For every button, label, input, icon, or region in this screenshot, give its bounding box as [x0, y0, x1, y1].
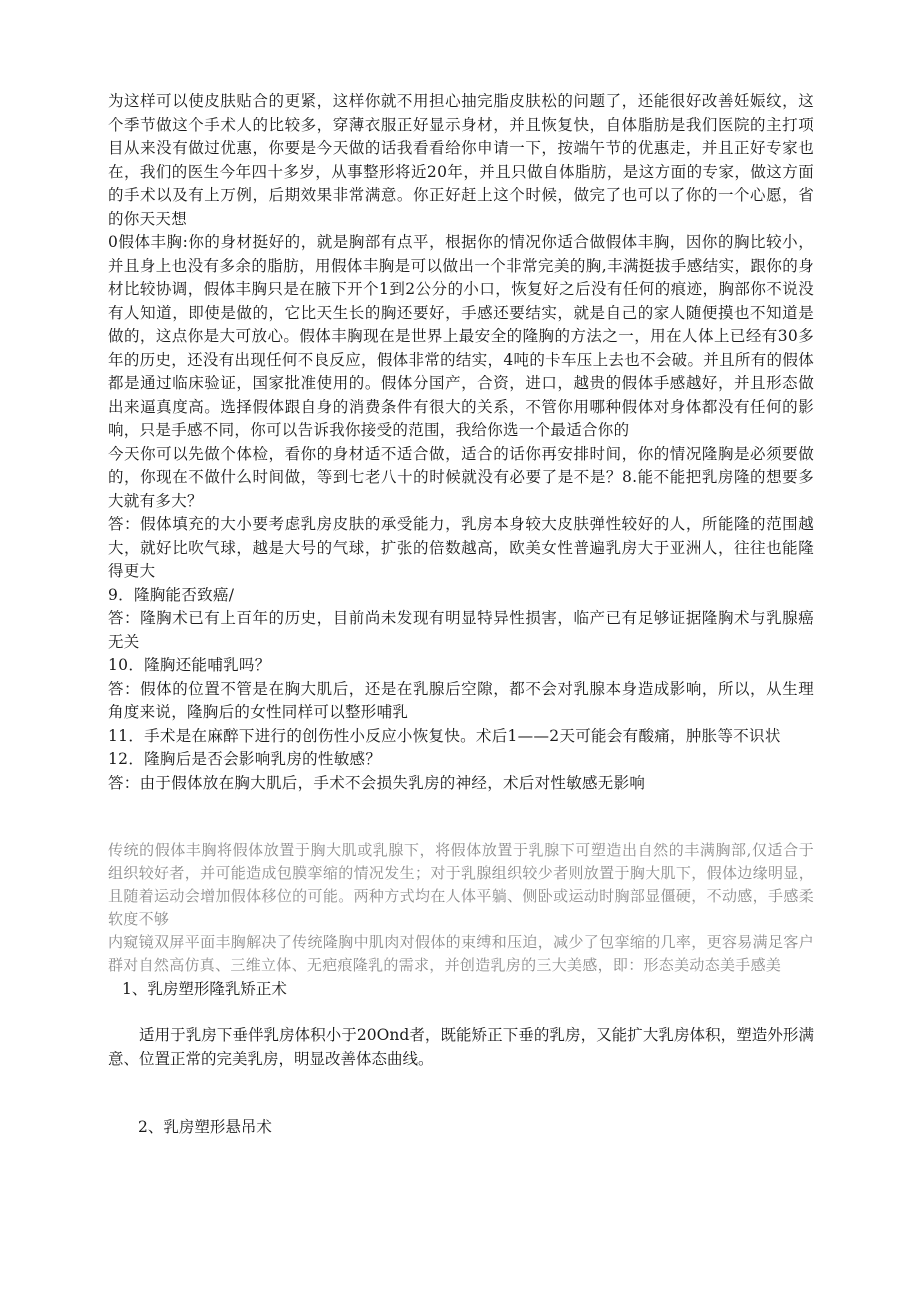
answer-9: 答：隆胸术已有上百年的历史，目前尚未发现有明显特异性损害，临产已有足够证据隆胸术与乳腺癌无关 — [108, 609, 814, 651]
question-9: 9．隆胸能否致癌/ — [108, 585, 235, 604]
section-body-1: 适用于乳房下垂伴乳房体积小于20Ond者，既能矫正下垂的乳房，又能扩大乳房体积，塑造外形满意、位置正常的完美乳房，明显改善体态曲线。 — [108, 1026, 814, 1068]
paragraph-checkup: 今天你可以先做个体检，看你的身材适不适合做，适合的话你再安排时间，你的情况隆胸是必须要做的，你现在不做什么时间做，等到七老八十的时候就没有必要了是不是？8.能不能把乳房隆的想要多大就有多大？ — [108, 444, 814, 510]
section-title-2: 2、乳房塑形悬吊术 — [138, 1118, 272, 1136]
spacer — [108, 795, 814, 839]
gray-paragraph-traditional: 传统的假体丰胸将假体放置于胸大肌或乳腺下，将假体放置于乳腺下可塑造出自然的丰满胸部,仅适合于组织较好者，并可能造成包膜挛缩的情况发生；对于乳腺组织较少者则放置于胸大肌下，假体边缘明显，且随着运动会增加假体移位的可能。两种方式均在人体平躺、侧卧或运动时胸部显僵硬，不动感，手感柔软度不够 — [108, 841, 814, 928]
paragraph-fat-grafting: 为这样可以使皮肤贴合的更紧，这样你就不用担心抽完脂皮肤松的问题了，还能很好改善妊娠纹，这个季节做这个手术人的比较多，穿薄衣服正好显示身材，并且恢复快，自体脂肪是我们医院的主打项目从来没有做过优惠，你要是今天做的话我看看给你申请一下，按端午节的优惠走，并且正好专家也在，我们的医生今年四十多岁，从事整形将近20年，并且只做自体脂肪，是这方面的专家，做这方面的手术以及有上万例，后期效果非常满意。你正好赶上这个时候，做完了也可以了你的一个心愿，省的你天天想 — [108, 92, 814, 228]
spacer — [108, 1071, 814, 1115]
question-10: 10．隆胸还能哺乳吗？ — [108, 656, 271, 674]
paragraph-implant-breast: 0假体丰胸:你的身材挺好的，就是胸部有点平，根据你的情况你适合做假体丰胸，因你的胸比较小，并且身上也没有多余的脂肪，用假体丰胸是可以做出一个非常完美的胸,丰满挺拔手感结实，跟你的身材比较协调，假体丰胸只是在腋下开个1到2公分的小口，恢复好之后没有任何的痕迹，胸部你不说没有人知道，即使是做的，它比天生长的胸还要好，手感还要结实，就是自己的家人随便摸也不知道是做的，这点你是大可放心。假体丰胸现在是世界上最安全的隆胸的方法之一，用在人体上已经有30多年的历史，还没有出现任何不良反应，假体非常的结实，4吨的卡车压上去也不会破。并且所有的假体都是通过临床验证，国家批准使用的。假体分国产，合资，进口，越贵的假体手感越好，并且形态做出来逼真度高。选择假体跟自身的消费条件有很大的关系，不管你用哪种假体对身体都没有任何的影响，只是手感不同，你可以告诉我你接受的范围，我给你选一个最适合你的 — [108, 233, 814, 439]
answer-12: 答：由于假体放在胸大肌后，手术不会损失乳房的神经，术后对性敏感无影响 — [108, 773, 646, 792]
spacer — [108, 1001, 814, 1023]
gray-paragraph-endoscope: 内窥镜双屏平面丰胸解决了传统隆胸中肌肉对假体的束缚和压迫，减少了包挛缩的几率，更容易满足客户群对自然高仿真、三维立体、无疤痕隆乳的需求，并创造乳房的三大美感，即：形态美动态美手感美 — [108, 933, 814, 974]
answer-10: 答：假体的位置不管是在胸大肌后，还是在乳腺后空隙，都不会对乳腺本身造成影响，所以，从生理角度来说，隆胸后的女性同样可以整形哺乳 — [108, 679, 814, 721]
question-12: 12．隆胸后是否会影响乳房的性敏感？ — [108, 750, 382, 768]
section-title-1: 1、乳房塑形隆乳矫正术 — [122, 980, 287, 998]
document-page — [108, 90, 814, 1139]
item-11: 11．手术是在麻醉下进行的创伤性小反应小恢复快。术后1——2天可能会有酸痛，肿胀等不识状 — [108, 726, 781, 745]
answer-8: 答：假体填充的大小要考虑乳房皮肤的承受能力，乳房本身较大皮肤弹性较好的人，所能隆的范围越大，就好比吹气球，越是大号的气球，扩张的倍数越高，欧美女性普遍乳房大于亚洲人，往往也能隆得更大 — [108, 515, 814, 580]
